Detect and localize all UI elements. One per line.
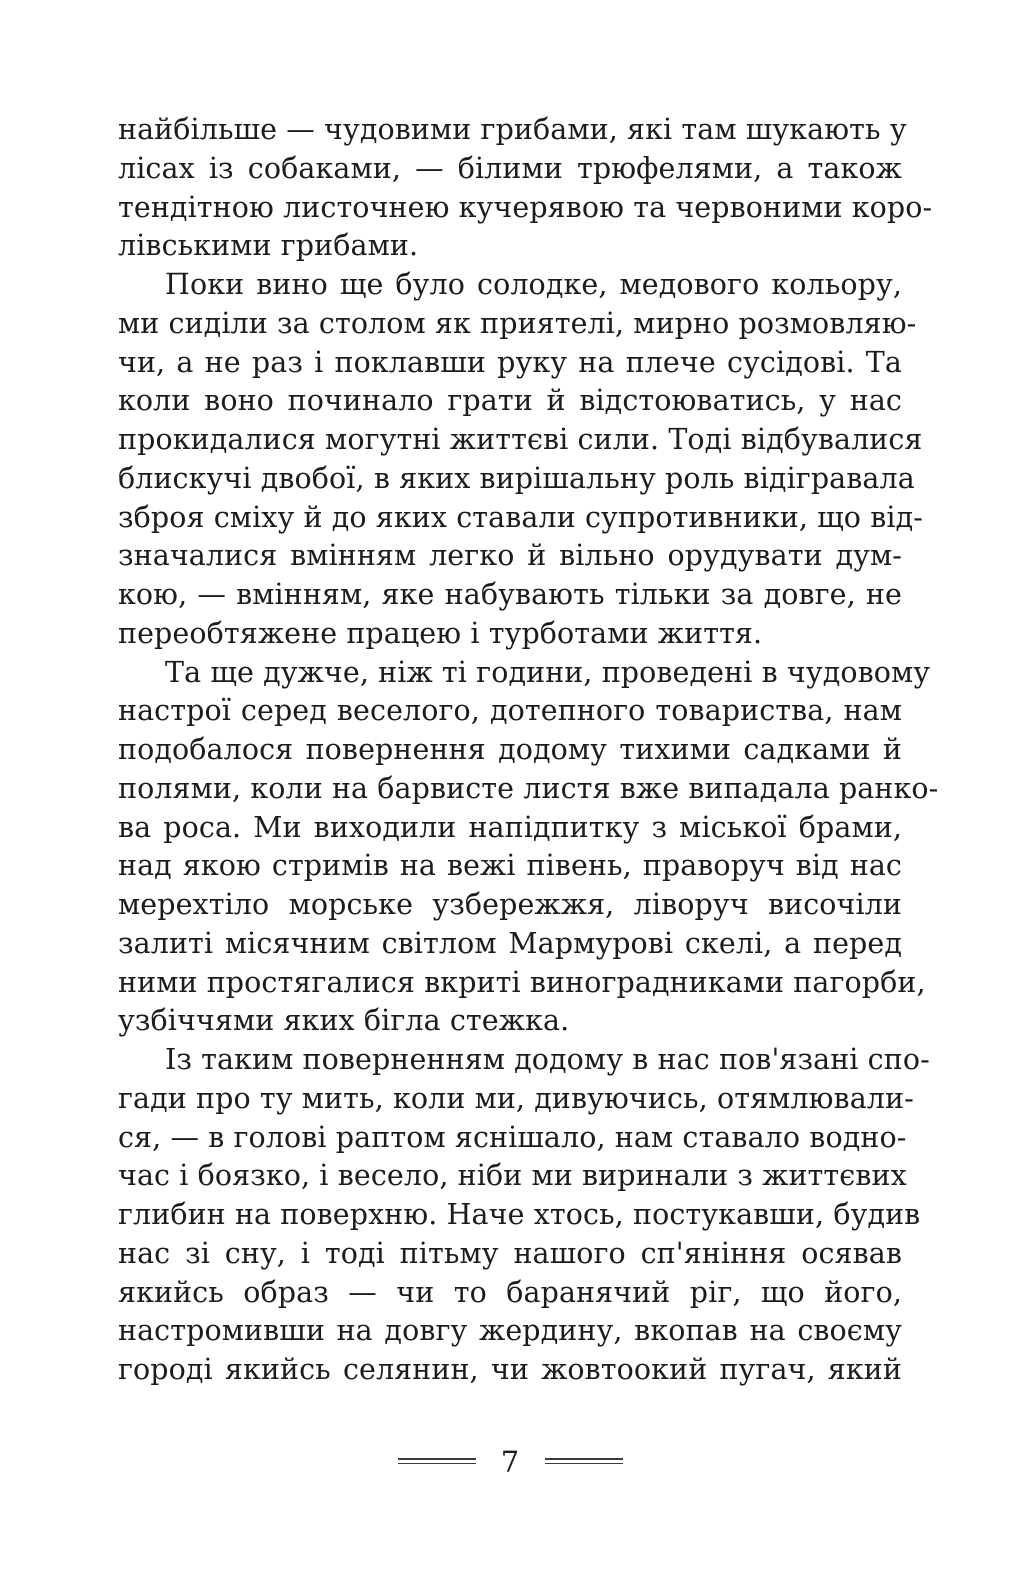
text-line: глибин на поверхню. Наче хтось, постукавши, будив (118, 1198, 921, 1231)
text-line: нас зі сну, і тоді пітьму нашого сп'яніння осявав (118, 1236, 902, 1270)
text-line: лівськими грибами. (118, 229, 419, 263)
body-text (118, 111, 939, 1390)
text-line: настромивши на довгу жердину, вкопав на своєму (118, 1314, 902, 1348)
text-line: прокидалися могутні життєві сили. Тоді відбувалися (118, 423, 923, 456)
text-line: Та ще дужче, ніж ті години, проведені в чудовому (165, 655, 931, 689)
text-line: узбіччями яких бігла стежка. (118, 1004, 570, 1038)
text-line: найбільше — чудовими грибами, які там шукають у (118, 113, 907, 146)
text-line: зброя сміху й до яких ставали супротивники, що від- (118, 500, 923, 534)
text-line: ми сиділи за столом як приятелі, мирно розмовляю- (118, 306, 917, 340)
text-line: чи, а не раз і поклавши руку на плече сусідові. Та (118, 345, 902, 379)
text-line: тендітною листочнею кучерявою та червоними коро- (118, 190, 933, 224)
text-line: Поки вино ще було солодке, медового кольору, (165, 268, 902, 301)
text-line: подобалося повернення додому тихими садками й (118, 733, 902, 766)
text-line: ся, — в голові раптом яснішало, нам ставало водно- (118, 1120, 907, 1154)
text-line: гади про ту мить, коли ми, дивуючись, отямлювали- (118, 1081, 914, 1115)
text-line: полями, коли на барвисте листя вже випадала ранко- (118, 771, 939, 805)
text-line: ва роса. Ми виходили напідпитку з міської брами, (118, 810, 902, 844)
text-line: блискучі двобої, в яких вирішальну роль відігравала (118, 461, 915, 495)
page-footer (0, 1440, 1024, 1486)
text-line: ними простягалися вкриті виноградниками пагорби, (118, 965, 926, 999)
footer-rule-right (545, 1458, 623, 1466)
text-line: кою, — вмінням, яке набувають тільки за довге, не (118, 578, 902, 611)
text-line: коли воно починало грати й відстоюватись, у нас (118, 384, 902, 418)
text-line: якийсь образ — чи то баранячий ріг, що його, (118, 1275, 902, 1309)
text-line: залиті місячним світлом Мармурові скелі, а перед (118, 926, 902, 960)
page-number: 7 (500, 1445, 520, 1479)
text-line: переобтяжене працею і турботами життя. (118, 616, 763, 650)
text-line: значалися вмінням легко й вільно орудувати дум- (118, 539, 902, 573)
text-line: настрої серед веселого, дотепного товариства, нам (118, 694, 902, 728)
footer-rule-left (398, 1458, 476, 1466)
text-line: час і боязко, і весело, ніби ми виринали з життєвих (118, 1159, 907, 1193)
text-line: лісах із собаками, — білими трюфелями, а також (118, 151, 902, 185)
text-line: Із таким поверненням додому в нас пов'язані спо- (165, 1043, 930, 1076)
text-line: мерехтіло морське узбережжя, ліворуч височіли (118, 888, 902, 921)
text-line: городі якийсь селянин, чи жовтоокий пугач, який (118, 1353, 902, 1386)
text-line: над якою стримів на вежі півень, праворуч від нас (118, 849, 902, 883)
